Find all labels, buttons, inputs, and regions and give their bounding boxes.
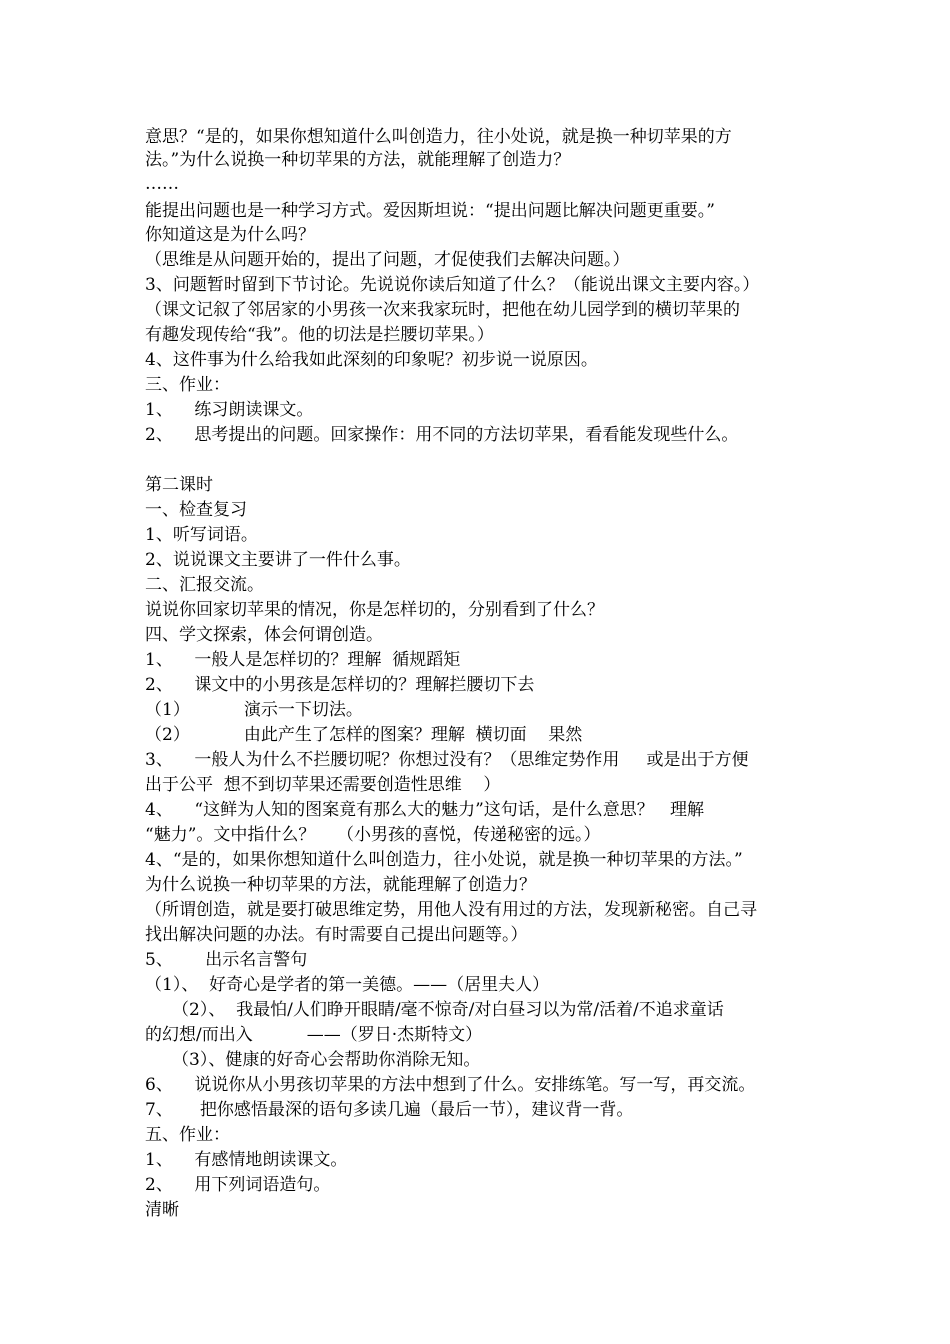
text-line: （课文记叙了邻居家的小男孩一次来我家玩时，把他在幼儿园学到的横切苹果的 bbox=[145, 300, 740, 320]
text-line: （2）、 我最怕/人们睁开眼睛/毫不惊奇/对白昼习以为常/活着/不追求童话 bbox=[145, 1000, 724, 1020]
text-line: 二、汇报交流。 bbox=[145, 575, 264, 595]
text-line: （3）、健康的好奇心会帮助你消除无知。 bbox=[145, 1050, 481, 1070]
text-line: 说说你回家切苹果的情况，你是怎样切的，分别看到了什么？ bbox=[145, 600, 604, 620]
text-line: 意思？“是的，如果你想知道什么叫创造力，往小处说，就是换一种切苹果的方 bbox=[145, 127, 732, 147]
text-line: 2、 用下列词语造句。 bbox=[145, 1175, 331, 1195]
text-line: …… bbox=[145, 174, 179, 194]
text-line: 2、 课文中的小男孩是怎样切的？理解拦腰切下去 bbox=[145, 675, 535, 695]
text-line: 1、 一般人是怎样切的？理解 循规蹈矩 bbox=[145, 650, 461, 670]
text-line: （所谓创造，就是要打破思维定势，用他人没有用过的方法，发现新秘密。自己寻 bbox=[145, 900, 757, 920]
text-line: 4、 “这鲜为人知的图案竟有那么大的魅力”这句话，是什么意思？ 理解 bbox=[145, 800, 705, 820]
text-line: （2） 由此产生了怎样的图案？理解 横切面 果然 bbox=[145, 725, 583, 745]
text-line: 你知道这是为什么吗？ bbox=[145, 225, 315, 245]
text-line: （1） 演示一下切法。 bbox=[145, 700, 363, 720]
text-line: 能提出问题也是一种学习方式。爱因斯坦说：“提出问题比解决问题更重要。” bbox=[145, 201, 715, 221]
text-line: 1、 有感情地朗读课文。 bbox=[145, 1150, 348, 1170]
text-line: 一、检查复习 bbox=[145, 500, 247, 520]
text-line: 1、 练习朗读课文。 bbox=[145, 400, 314, 420]
text-line: 4、这件事为什么给我如此深刻的印象呢？初步说一说原因。 bbox=[145, 350, 598, 370]
text-line: 的幻想/而出入 ——（罗日·杰斯特文） bbox=[145, 1025, 483, 1045]
text-line: 三、作业： bbox=[145, 375, 230, 395]
text-line: 有趣发现传给“我”。他的切法是拦腰切苹果。） bbox=[145, 325, 494, 345]
text-line: 1、听写词语。 bbox=[145, 525, 258, 545]
text-line: 7、 把你感悟最深的语句多读几遍（最后一节），建议背一背。 bbox=[145, 1100, 634, 1120]
text-line: 找出解决问题的办法。有时需要自己提出问题等。） bbox=[145, 925, 528, 945]
text-line: 四、学文探索，体会何谓创造。 bbox=[145, 625, 383, 645]
text-line: （1）、 好奇心是学者的第一美德。——（居里夫人） bbox=[145, 975, 550, 995]
text-line: 3、 一般人为什么不拦腰切呢？你想过没有？（思维定势作用 或是出于方便 bbox=[145, 750, 749, 770]
text-line: 2、说说课文主要讲了一件什么事。 bbox=[145, 550, 411, 570]
text-line: 为什么说换一种切苹果的方法，就能理解了创造力？ bbox=[145, 875, 536, 895]
text-line: “魅力”。文中指什么？ （小男孩的喜悦，传递秘密的远。） bbox=[145, 825, 601, 845]
text-line: 五、作业： bbox=[145, 1125, 230, 1145]
text-line: 出于公平 想不到切苹果还需要创造性思维 ） bbox=[145, 775, 501, 795]
text-line: 5、 出示名言警句 bbox=[145, 950, 308, 970]
text-line: （思维是从问题开始的，提出了问题，才促使我们去解决问题。） bbox=[145, 250, 630, 270]
text-line: 2、 思考提出的问题。回家操作：用不同的方法切苹果，看看能发现些什么。 bbox=[145, 425, 739, 445]
text-line: 6、 说说你从小男孩切苹果的方法中想到了什么。安排练笔。写一写，再交流。 bbox=[145, 1075, 756, 1095]
section-heading: 第二课时 bbox=[145, 475, 213, 495]
text-line: 3、问题暂时留到下节讨论。先说说你读后知道了什么？（能说出课文主要内容。） bbox=[145, 275, 760, 295]
text-line: 清晰 bbox=[145, 1200, 179, 1220]
text-line: 4、“是的，如果你想知道什么叫创造力，往小处说，就是换一种切苹果的方法。” bbox=[145, 850, 743, 870]
text-line: 法。”为什么说换一种切苹果的方法，就能理解了创造力？ bbox=[145, 150, 571, 170]
